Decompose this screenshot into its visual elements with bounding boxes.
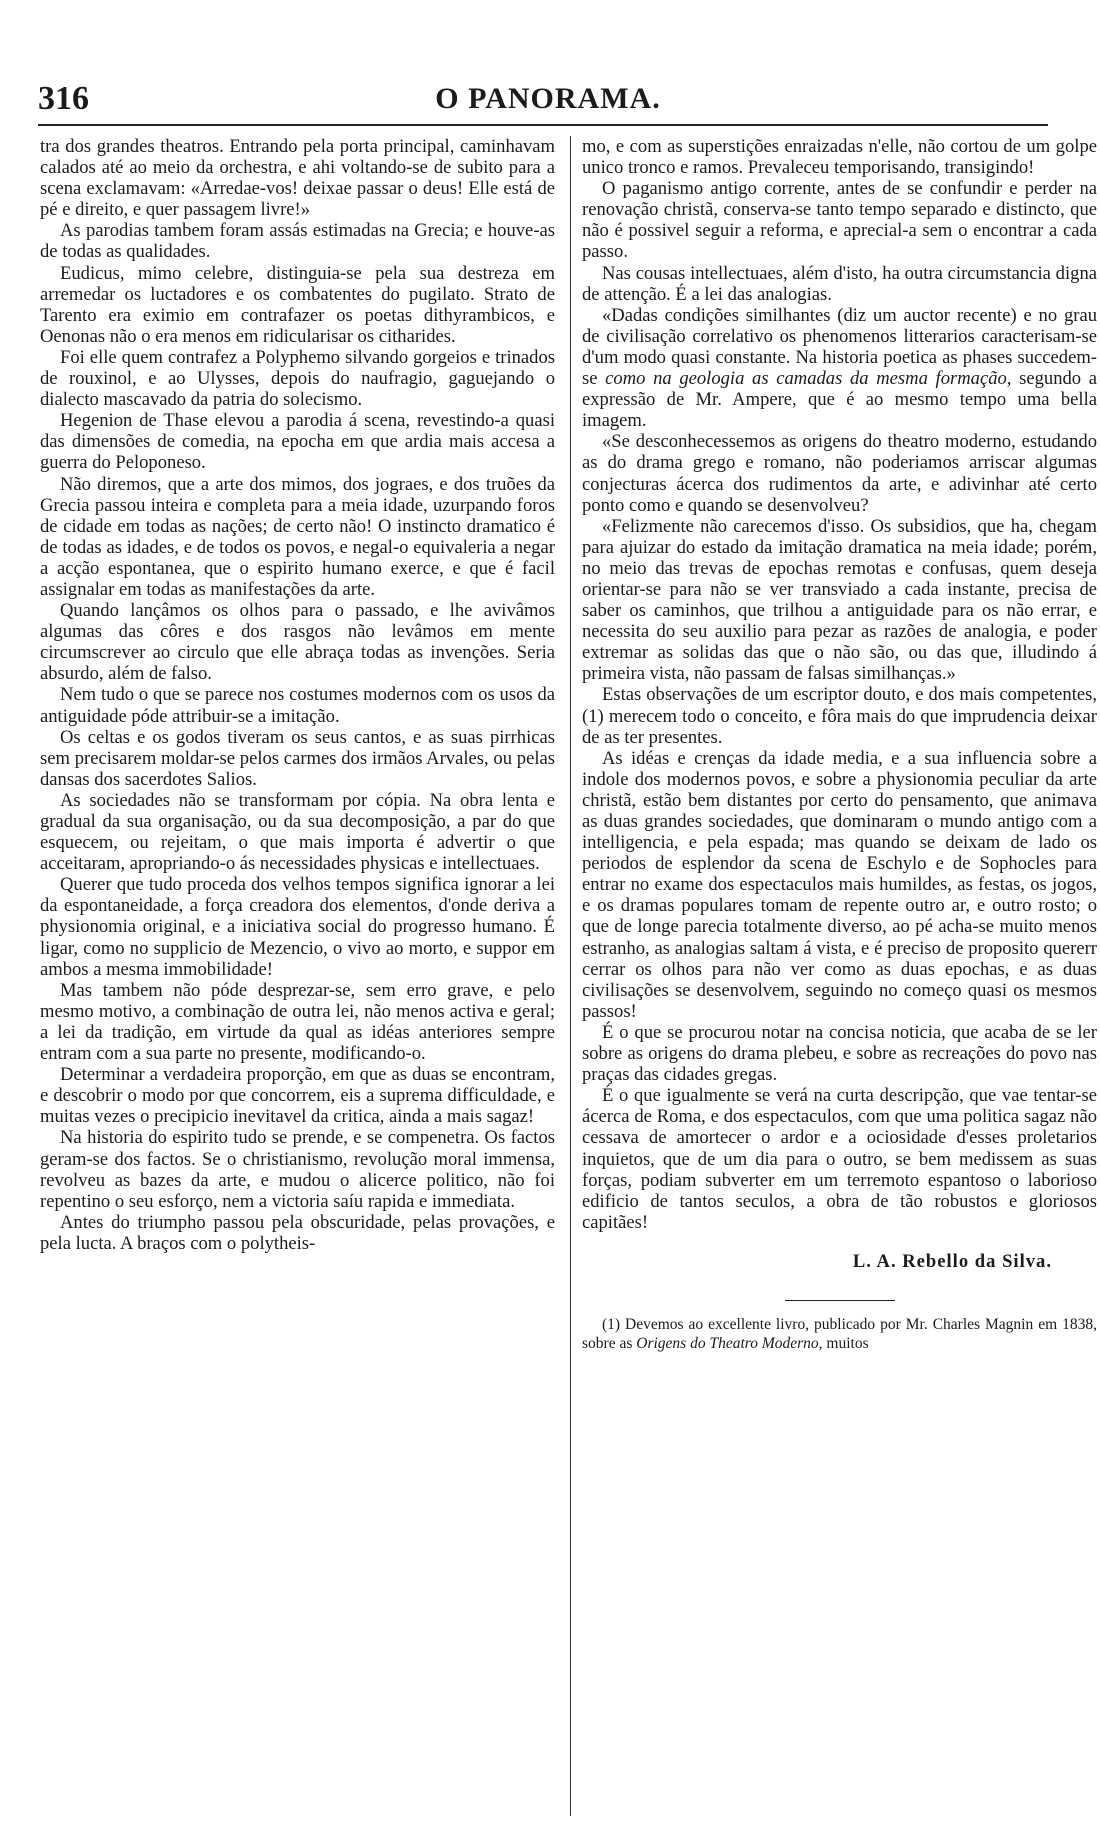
paragraph: As idéas e crenças da idade media, e a sua influencia sobre a indole dos modernos povos, e sobre a physionomia peculiar da arte christã, estão bem distantes por certo do pensamento, que animava as duas grandes sociedades, que dominaram o mundo antigo com a intelligencia, e pela espada; mas quando se deixam de lado os periodos de esplendor da scena de Eschylo e de Sophocles para entrar no exame dos espectaculos mais humildes, as festas, os jogos, e os dramas populares tomam de repente outro ar, e outro rosto; o que de longe parecia totalmente diverso, ao pé acha-se muito menos estranho, as analogias saltam á vista, e é preciso de proposito quererr cerrar os olhos para não ver como as duas epochas, e as duas civilisações se desenvolvem, seguindo no começo quasi os mesmos passos! — [582, 747, 1097, 1022]
quote-text: segundo a expressão de Mr. Ampere, que é ao mesmo tempo uma bella imagem. — [582, 368, 1098, 432]
paragraph: Hegenion de Thase elevou a parodia á scena, revestindo-a quasi das dimensões de comedia, na epocha em que ardia mais accesa a guerra do Peloponeso. — [40, 410, 555, 474]
paragraph: Foi elle quem contrafez a Polyphemo silvando gorgeios e trinados de rouxinol, e ao Ulysses, depois do naufragio, gaguejando o dialecto mascavado da patria do solecismo. — [40, 346, 555, 411]
paragraph: Os celtas e os godos tiveram os seus cantos, e as suas pirrhicas sem precisarem moldar-se pelos carmes dos irmãos Arvales, ou pelas dansas dos sacerdotes Salios. — [40, 726, 555, 790]
paragraph: Eudicus, mimo celebre, distinguia-se pela sua destreza em arremedar os luctadores e os combatentes do pugilato. Strato de Tarento era eximio em contrafazer os poetas dithyrambicos, e Oenonas não o era menos em ridicularisar os citharides. — [40, 262, 555, 347]
column-divider — [570, 136, 571, 1816]
footnote-italic-text: Origens do Theatro Moderno, — [636, 1334, 823, 1352]
header-rule — [38, 124, 1048, 126]
paragraph: Querer que tudo proceda dos velhos tempos significa ignorar a lei da espontaneidade, a força creadora dos elementos, d'onde deriva a physionomia original, e a iniciativa social do progresso humano. É ligar, como no supplicio de Mezencio, o vivo ao morto, e suppor em ambos a mesma immobilidade! — [40, 874, 555, 980]
footnote — [582, 1315, 1097, 1353]
footnote-text: (1) Devemos ao excellente livro, publicado por Mr. Charles Magnin em 1838, sobre as — [582, 1315, 1097, 1352]
paragraph: É o que se procurou notar na concisa noticia, que acaba de se ler sobre as origens do drama plebeu, e sobre as recreações do povo nas praças das cidades gregas. — [582, 1021, 1097, 1086]
paragraph: tra dos grandes theatros. Entrando pela porta principal, caminhavam calados até ao meio da orchestra, e ahi voltando-se de subito para a scena exclamavam: «Arredae-vos! deixae passar o deus! Elle está de pé e direito, e quer passagem livre!» — [40, 136, 555, 221]
paragraph: Quando lançâmos os olhos para o passado, e lhe avivâmos algumas das côres e dos rasgos não levâmos em mente circumscrever ao circulo que elle abraça todas as invenções. Seria absurdo, além de falso. — [40, 600, 555, 685]
footnote-rule — [785, 1300, 895, 1301]
paragraph: Antes do triumpho passou pela obscuridade, pelas provações, e pela lucta. A braços com o polytheis- — [40, 1211, 555, 1254]
author-signature: L. A. Rebello da Silva. — [852, 1250, 1052, 1272]
paragraph: O paganismo antigo corrente, antes de se confundir e perder na renovação christã, conserva-se tanto tempo separado e distincto, que não é possivel seguir a reforma, e aprecial-a sem o encontrar a cada passo. — [582, 178, 1097, 263]
page-header — [38, 80, 1058, 128]
page-number: 316 — [38, 80, 89, 117]
right-column — [582, 136, 1097, 1353]
paragraph: Mas tambem não póde desprezar-se, sem erro grave, e pelo mesmo motivo, a combinação de outra lei, não menos activa e geral; a lei da tradição, em virtude da qual as idéas anteriores sempre entram com a sua parte no presente, modificando-o. — [40, 979, 555, 1065]
paragraph: mo, e com as superstições enraizadas n'elle, não cortou de um golpe unico tronco e ramos. Prevaleceu temporisando, transigindo! — [582, 136, 1097, 179]
paragraph: Nas cousas intellectuaes, além d'isto, ha outra circumstancia digna de attenção. É a lei das analogias. — [582, 262, 1097, 305]
paragraph: As sociedades não se transformam por cópia. Na obra lenta e gradual da sua organisação, ou da sua decomposição, a par do que esquecem, ou rejeitam, o que mais importa é advertir o que acceitaram, apropriando-o ás necessidades physicas e intellectuaes. — [40, 789, 555, 875]
paragraph: As parodias tambem foram assás estimadas na Grecia; e houve-as de todas as qualidades. — [40, 220, 555, 263]
quote-text: «Dadas condições similhantes (diz um auctor recente) e no grau de civilisação correlativo os phenomenos litterarios caracterisam-se d'um modo quasi constante. Na historia poetica as phases succedem-se — [582, 304, 1097, 390]
paragraph: «Se desconhecessemos as origens do theatro moderno, estudando as do drama grego e romano, não poderiamos arriscar algumas conjecturas ácerca dos rudimentos da arte, e adivinhar até certo ponto como e quando se desenvolveu? — [582, 431, 1097, 516]
quote-italic-text: como na geologia as camadas da mesma formação, — [605, 368, 1012, 390]
journal-title: O PANORAMA. — [435, 82, 661, 115]
paragraph: Estas observações de um escriptor douto, e dos mais competentes, (1) merecem todo o conceito, e fôra mais do que imprudencia deixar de as ter presentes. — [582, 684, 1097, 748]
footnote-text: muitos — [822, 1334, 869, 1352]
quote-paragraph — [582, 305, 1097, 432]
paragraph: «Felizmente não carecemos d'isso. Os subsidios, que ha, chegam para ajuizar do estado da imitação dramatica na meia idade; porém, no meio das trevas de epochas remotas e confusas, quem deseja orientar-se para não se ver transviado a cada instante, precisa de saber os caminhos, que trilhou a antiguidade para os não errar, e necessita do seu auxilio para pezar as razões de analogia, e poder extremar as solidas das que o não são, ou das que, illudindo á primeira vista, não passam de falsas similhanças.» — [582, 515, 1097, 685]
paragraph: Não diremos, que a arte dos mimos, dos jograes, e dos truões da Grecia passou inteira e completa para a meia idade, uzurpando foros de cidade em todas as nações; de certo não! O instincto dramatico é de todas as idades, e de todos os povos, e negal-o equivaleria a negar a acção espontanea, que o espirito humano exerce, e que é facil assignalar em todas as manifestações da arte. — [40, 473, 555, 600]
paragraph: É o que igualmente se verá na curta descripção, que vae tentar-se ácerca de Roma, e dos espectaculos, com que uma politica sagaz não cessava de amortecer o ardor e a ociosidade d'esses proletarios inquietos, que de um dia para o outro, se bem medissem as suas forças, podiam subverter em um terremoto espantoso o laborioso edificio de tantos seculos, a obra de tão robustos e gloriosos capitães! — [582, 1085, 1097, 1233]
paragraph: Determinar a verdadeira proporção, em que as duas se encontram, e descobrir o modo por que concorrem, eis a suprema difficuldade, e muitas vezes o precipicio inevitavel da critica, ainda a mais sagaz! — [40, 1064, 555, 1128]
paragraph: Na historia do espirito tudo se prende, e se compenetra. Os factos geram-se dos factos. Se o christianismo, revolução moral immensa, revolveu as bazes da arte, e mudou o alicerce politico, não foi repentino o seu esforço, nem a victoria saíu rapida e immediata. — [40, 1127, 555, 1212]
paragraph: Nem tudo o que se parece nos costumes modernos com os usos da antiguidade póde attribuir-se a imitação. — [40, 684, 555, 727]
left-column — [40, 136, 555, 1254]
